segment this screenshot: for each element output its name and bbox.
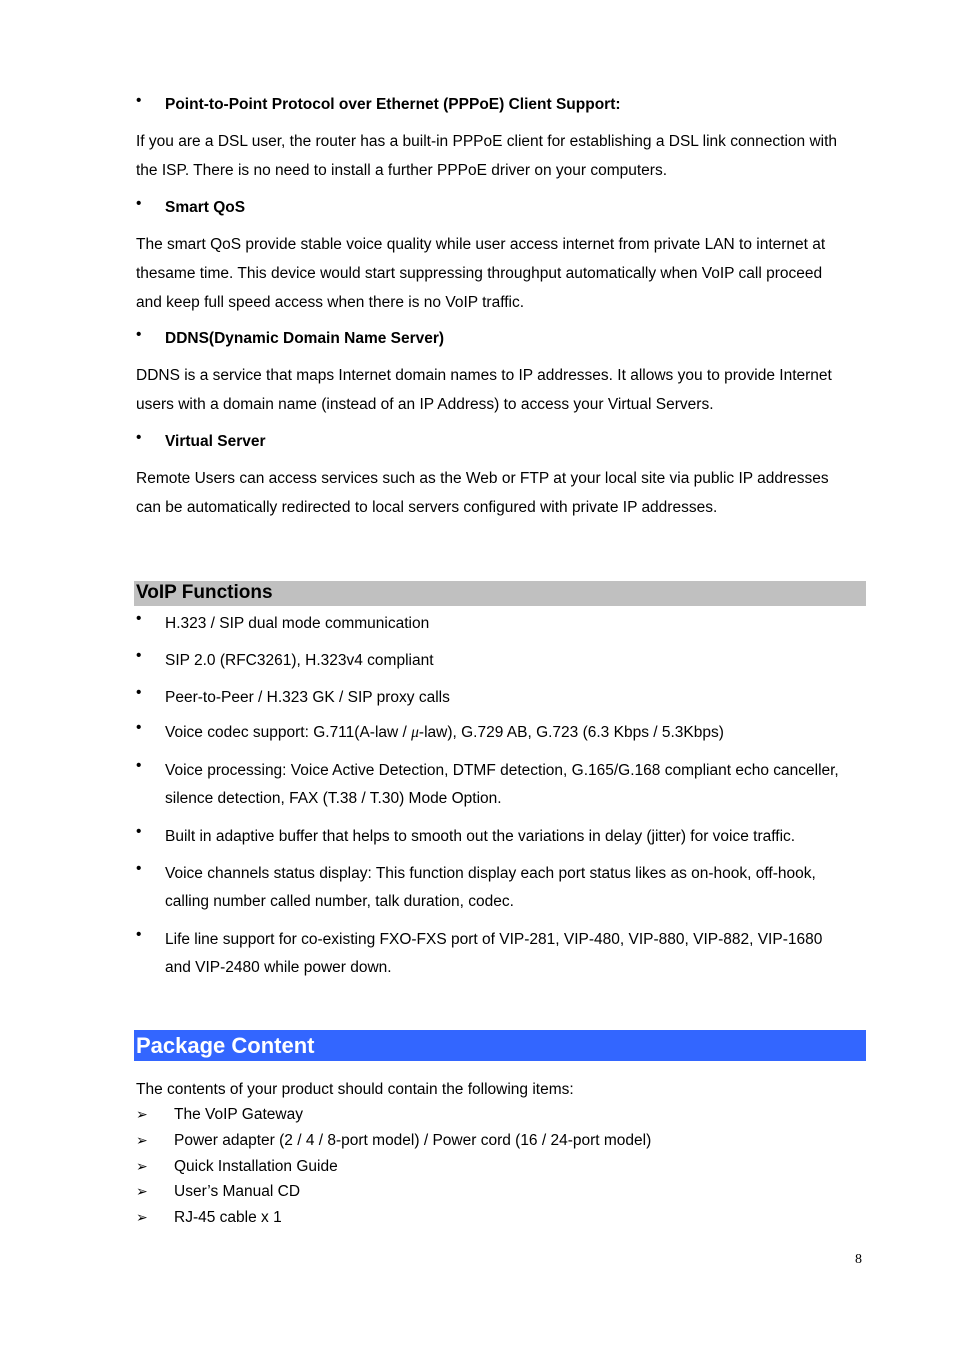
voip-item-line: Life line support for co-existing FXO-FXS port of VIP-281, VIP-480, VIP-880, VIP-882, VIP-1680 — [165, 931, 823, 948]
package-intro: The contents of your product should contain the following items: — [136, 1081, 574, 1098]
voip-item-text: Built in adaptive buffer that helps to smooth out the variations in delay (jitter) for voice traffic. — [165, 828, 796, 845]
paragraph-line: thesame time. This device would start suppressing throughput automatically when VoIP call proceed — [136, 265, 823, 282]
package-item-text: Power adapter (2 / 4 / 8-port model) / Power cord (16 / 24-port model) — [174, 1132, 652, 1149]
voip-functions-heading: VoIP Functions — [136, 582, 273, 603]
paragraph-line: Remote Users can access services such as the Web or FTP at your local site via public IP addresses — [136, 470, 829, 487]
mu-symbol: μ — [411, 724, 419, 741]
package-item — [136, 1106, 866, 1130]
package-content-heading: Package Content — [136, 1033, 315, 1058]
feature-title-virtual-server: Virtual Server — [165, 433, 266, 450]
paragraph-line: The smart QoS provide stable voice quality while user access internet from private LAN to internet at — [136, 236, 826, 253]
paragraph-line: users with a domain name (instead of an IP Address) to access your Virtual Servers. — [136, 396, 714, 413]
voip-item-text — [165, 926, 866, 982]
package-item-text: The VoIP Gateway — [174, 1106, 303, 1123]
package-item-text: RJ-45 cable x 1 — [174, 1209, 282, 1226]
arrow-bullet-icon: ➢ — [136, 1158, 148, 1174]
voip-item-line: calling number called number, talk duration, codec. — [165, 893, 514, 910]
arrow-bullet-icon: ➢ — [136, 1132, 148, 1148]
bullet-glyph: • — [136, 195, 142, 212]
feature-title-pppoe: Point-to-Point Protocol over Ethernet (PPPoE) Client Support: — [165, 96, 621, 113]
paragraph-line: DDNS is a service that maps Internet domain names to IP addresses. It allows you to provide Internet — [136, 367, 832, 384]
package-item — [136, 1209, 866, 1233]
bullet-glyph: • — [136, 610, 142, 627]
voip-item-text: H.323 / SIP dual mode communication — [165, 615, 430, 632]
bullet-glyph: • — [136, 860, 142, 877]
codec-text-after: -law), G.729 AB, G.723 (6.3 Kbps / 5.3Kbps) — [418, 724, 724, 741]
feature-desc-virtual-server — [136, 464, 868, 522]
voip-item-line: silence detection, FAX (T.38 / T.30) Mode Option. — [165, 790, 502, 807]
page-number: 8 — [855, 1252, 862, 1267]
bullet-glyph: • — [136, 823, 142, 840]
voip-item-line: Voice channels status display: This function display each port status likes as on-hook, off-hook, — [165, 865, 816, 882]
package-item — [136, 1132, 866, 1156]
arrow-bullet-icon: ➢ — [136, 1209, 148, 1225]
package-item-text: Quick Installation Guide — [174, 1158, 338, 1175]
bullet-glyph: • — [136, 429, 142, 446]
bullet-glyph: • — [136, 326, 142, 343]
bullet-glyph: • — [136, 757, 142, 774]
voip-item-text: SIP 2.0 (RFC3261), H.323v4 compliant — [165, 652, 434, 669]
paragraph-line: can be automatically redirected to local servers configured with private IP addresses. — [136, 499, 718, 516]
package-content-heading-bar — [134, 1030, 866, 1061]
feature-desc-smart-qos — [136, 230, 868, 317]
voip-item-text — [165, 860, 866, 916]
feature-title-ddns: DDNS(Dynamic Domain Name Server) — [165, 330, 445, 347]
arrow-bullet-icon: ➢ — [136, 1106, 148, 1122]
bullet-glyph: • — [136, 684, 142, 701]
feature-title-smart-qos: Smart QoS — [165, 199, 246, 216]
voip-item-text — [165, 719, 866, 747]
bullet-glyph: • — [136, 926, 142, 943]
feature-desc-pppoe — [136, 127, 868, 185]
voip-item-line: and VIP-2480 while power down. — [165, 959, 392, 976]
arrow-bullet-icon: ➢ — [136, 1183, 148, 1199]
bullet-glyph: • — [136, 92, 142, 109]
package-item — [136, 1183, 866, 1207]
paragraph-line: If you are a DSL user, the router has a built-in PPPoE client for establishing a DSL link connection with — [136, 133, 838, 150]
package-item — [136, 1158, 866, 1182]
codec-text-before: Voice codec support: G.711(A-law / — [165, 724, 412, 741]
voip-item-line: Voice processing: Voice Active Detection, DTMF detection, G.165/G.168 compliant echo canceller, — [165, 762, 839, 779]
voip-item-text — [165, 757, 866, 813]
bullet-glyph: • — [136, 647, 142, 664]
package-item-text: User’s Manual CD — [174, 1183, 301, 1200]
voip-item-text: Peer-to-Peer / H.323 GK / SIP proxy calls — [165, 689, 450, 706]
voip-functions-heading-bar — [134, 581, 866, 606]
feature-desc-ddns — [136, 361, 868, 419]
paragraph-line: and keep full speed access when there is no VoIP traffic. — [136, 294, 525, 311]
bullet-glyph: • — [136, 719, 142, 736]
paragraph-line: the ISP. There is no need to install a further PPPoE driver on your computers. — [136, 162, 668, 179]
